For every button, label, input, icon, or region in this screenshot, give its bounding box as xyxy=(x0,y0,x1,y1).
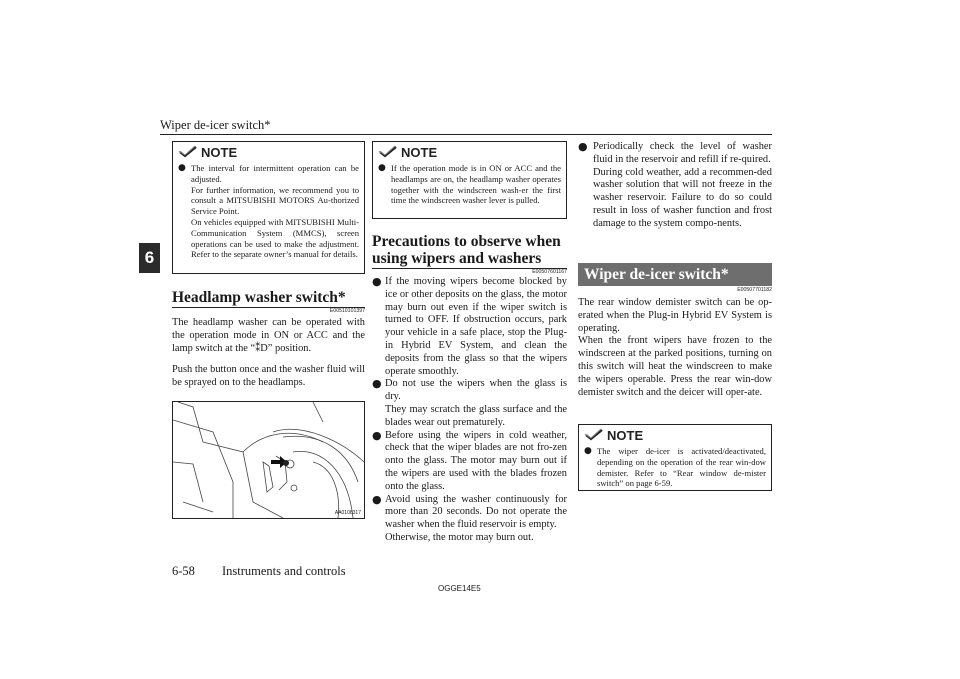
header-rule xyxy=(160,134,772,135)
bullet-icon: ● xyxy=(584,446,592,456)
section-code: E00507701182 xyxy=(737,287,772,293)
note-box-headlamp-washer xyxy=(372,141,567,219)
list-item-text: If the moving wipers become blocked by ice or other deposits on the glass, the motor may burn out even if the wiper switch is turned to OFF. If obstruction occurs, park your vehicle in a safe place, stop the Plug-in Hybrid EV System, and clean the deposits from the glass so that the wipers operate smoothly. xyxy=(385,276,567,377)
note-item xyxy=(178,163,359,260)
note-text: If the operation mode is in ON or ACC and the headlamps are on, the headlamp washer operates together with the windscreen wash-er the first time the windscreen washer lever is pulled. xyxy=(391,163,561,206)
bullet-icon: ● xyxy=(372,377,382,391)
note-title: NOTE xyxy=(401,144,438,160)
note-check-icon xyxy=(583,428,605,442)
dashboard-illustration xyxy=(173,402,364,518)
footer-code: OGGE14E5 xyxy=(438,584,481,593)
note-title: NOTE xyxy=(607,427,644,443)
heading-line-2: using wipers and washers xyxy=(372,250,542,267)
section-banner-wiper-deicer: Wiper de-icer switch* xyxy=(578,263,772,286)
running-header: Wiper de-icer switch* xyxy=(160,118,271,132)
heading-line-1: Precautions to observe when xyxy=(372,233,561,250)
list-item xyxy=(372,276,567,378)
note-text: The interval for intermittent operation can be adjusted. For further information, we recommend you to consult a MITSUBISHI MOTORS Au-thorized Service Point. On vehicles equipped with MITSUBISHI Multi-Communication System (MMCS), screen operations can be used to make the adjustment. Refer to the separate owner’s manual for details. xyxy=(191,163,359,260)
section-heading-headlamp-washer: Headlamp washer switch* xyxy=(172,289,346,306)
note-item xyxy=(584,446,766,489)
list-item xyxy=(372,430,567,494)
note-item xyxy=(378,163,561,206)
list-item-text: Periodically check the level of washer fluid in the reservoir and refill if re-quired. During cold weather, add a recommen-ded washer solution that will not freeze in the washer reservoir. Failure to do so could result in loss of washer function and frost damage to the system compo-nents. xyxy=(593,141,772,229)
note-box-wiper-deicer xyxy=(578,424,772,491)
list-item xyxy=(372,494,567,545)
note-check-icon xyxy=(177,145,199,159)
note-title: NOTE xyxy=(201,144,238,160)
section-code: E00510101397 xyxy=(329,308,365,314)
list-item xyxy=(372,378,567,429)
bullet-icon: ● xyxy=(378,163,386,173)
bullet-icon: ● xyxy=(372,492,382,506)
list-item-text: Do not use the wipers when the glass is dry. They may scratch the glass surface and the blades wear out prematurely. xyxy=(385,378,567,428)
bullet-icon: ● xyxy=(372,275,382,288)
headlamp-washer-switch-figure xyxy=(172,401,365,519)
list-item-text: Avoid using the washer continuously for more than 20 seconds. Do not operate the washer when the fluid reservoir is empty. Otherwise, the motor may burn out. xyxy=(385,493,567,543)
washer-fluid-list xyxy=(578,141,772,231)
footer-section-title: Instruments and controls xyxy=(222,564,346,578)
bullet-icon: ● xyxy=(178,163,186,173)
figure-label: AA0108317 xyxy=(334,510,361,516)
precautions-list xyxy=(372,276,567,545)
list-item-text: Before using the wipers in cold weather, check that the wiper blades are not fro-zen onto the glass. The motor may burn out if the wipers are used with the blades frozen onto the glass. xyxy=(385,429,567,492)
paragraph-wiper-deicer: The rear window demister switch can be op-erated when the Plug-in Hybrid EV System is operating. When the front wipers have frozen to the windscreen at the parked positions, turning on this switch will heat the windscreen to make the wipers operable. Press the rear win-dow demister switch and the deicer will oper-ate. xyxy=(578,297,772,398)
note-text: The wiper de-icer is activated/deactivated, depending on the operation of the rear win-dow demister. Refer to “Rear window de-mister switch” on page 6-59. xyxy=(597,446,766,489)
note-box-headlamp-interval xyxy=(172,141,365,274)
list-item xyxy=(578,141,772,231)
note-check-icon xyxy=(377,145,399,159)
bullet-icon: ● xyxy=(372,428,382,442)
chapter-tab: 6 xyxy=(139,243,160,273)
page-number: 6-58 xyxy=(172,564,195,578)
paragraph-headlamp-operation: The headlamp washer can be operated with the operation mode in ON or ACC and the lamp switch at the “⁑D” position. xyxy=(172,317,365,354)
bullet-icon: ● xyxy=(578,140,588,153)
paragraph-headlamp-push: Push the button once and the washer fluid will be sprayed on to the headlamps. xyxy=(172,364,365,388)
section-heading-precautions xyxy=(372,233,567,267)
section-code: E00507601167 xyxy=(532,269,567,275)
